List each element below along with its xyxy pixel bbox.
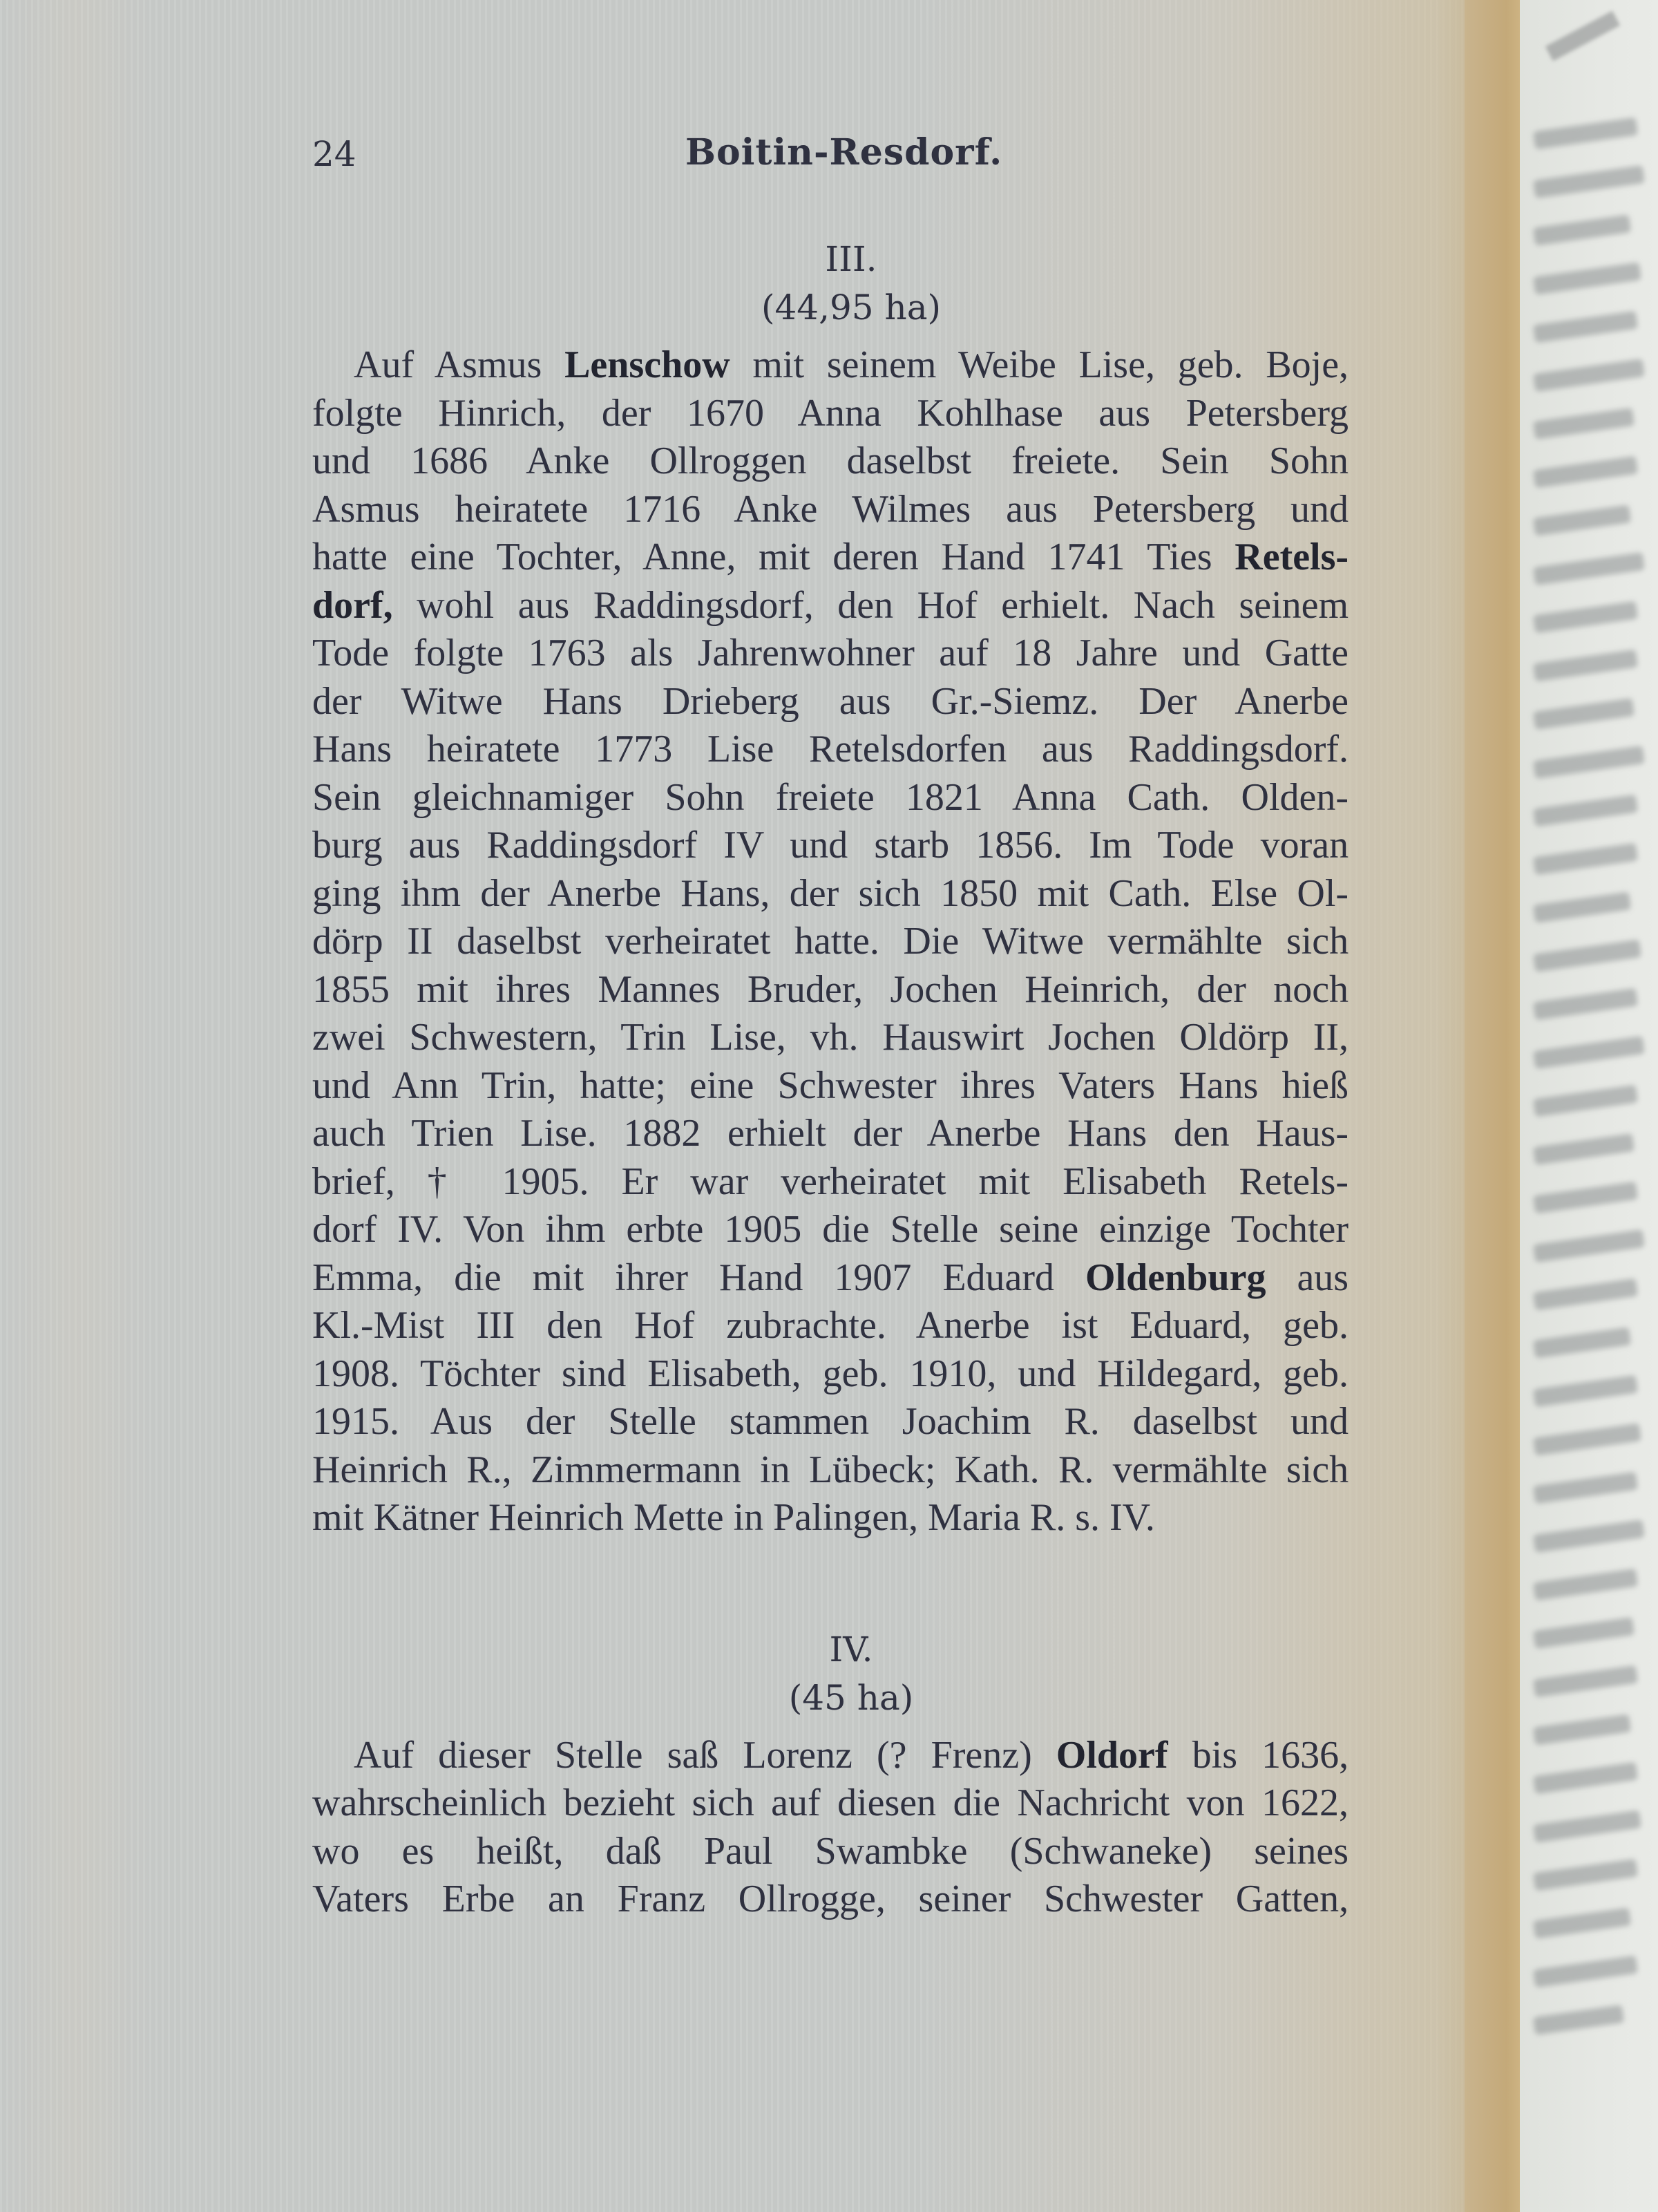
facing-page-text-blur xyxy=(1533,1714,1631,1745)
facing-page-text-blur xyxy=(1533,1617,1635,1649)
text-line: Asmus heiratete 1716 Anke Wilmes aus Petersberg und xyxy=(312,487,1349,531)
facing-page-text-blur xyxy=(1533,1907,1631,1938)
facing-page-text-blur xyxy=(1533,1762,1638,1795)
facing-page-text-blur xyxy=(1533,456,1638,489)
facing-page-text-blur xyxy=(1533,408,1635,439)
facing-page-text-blur xyxy=(1533,601,1638,634)
text-line: 1915. Aus der Stelle stammen Joachim R. daselbst und xyxy=(312,1400,1349,1443)
section-number: IV. xyxy=(829,1629,873,1670)
text-line: Vaters Erbe an Franz Ollrogge, seiner Schwester Gatten, xyxy=(312,1878,1349,1920)
facing-page-text-blur xyxy=(1533,1859,1638,1891)
text-line: dorf, wohl aus Raddingsdorf, den Hof erhielt. Nach seinem xyxy=(312,583,1349,627)
text-line: Kl.-Mist III den Hof zubrachte. Anerbe ist Eduard, geb. xyxy=(312,1304,1349,1347)
facing-page xyxy=(1520,0,1658,2212)
text-line: 1855 mit ihres Mannes Bruder, Jochen Heinrich, der noch xyxy=(312,967,1349,1011)
text-line: auch Trien Lise. 1882 erhielt der Anerbe Hans den Haus- xyxy=(312,1112,1349,1155)
text-line: hatte eine Tochter, Anne, mit deren Hand 1741 Ties Retels- xyxy=(312,536,1349,578)
facing-page-text-blur xyxy=(1533,1810,1641,1842)
facing-page-text-blur xyxy=(1533,1423,1641,1455)
section-number: III. xyxy=(825,239,877,279)
facing-page-text-blur xyxy=(1533,359,1645,392)
text-line: wahrscheinlich bezieht sich auf diesen die Nachricht von 1622, xyxy=(312,1781,1349,1824)
facing-page-text-blur xyxy=(1533,311,1638,343)
facing-page-text-blur xyxy=(1533,1182,1638,1214)
text-line: ging ihm der Anerbe Hans, der sich 1850 mit Cath. Else Ol- xyxy=(312,871,1349,915)
text-line: Hans heiratete 1773 Lise Retelsdorfen aus Raddingsdorf. xyxy=(312,728,1349,771)
text-line: Auf dieser Stelle saß Lorenz (? Frenz) Oldorf bis 1636, xyxy=(354,1733,1349,1777)
facing-page-text-blur xyxy=(1533,165,1645,198)
facing-page-text-blur xyxy=(1533,843,1638,876)
facing-page-text-blur xyxy=(1533,2005,1624,2035)
text-line: Emma, die mit ihrer Hand 1907 Eduard Oldenburg aus xyxy=(312,1256,1349,1299)
text-line: 1908. Töchter sind Elisabeth, geb. 1910, und Hildegard, geb. xyxy=(312,1352,1349,1395)
text-line: und 1686 Anke Ollroggen daselbst freiete. Sein Sohn xyxy=(312,439,1349,482)
facing-page-text-blur xyxy=(1533,1036,1645,1069)
section-area: (44,95 ha) xyxy=(761,287,942,328)
facing-page-text-blur xyxy=(1533,1375,1638,1408)
facing-page-text-blur xyxy=(1533,1520,1645,1553)
text-line: folgte Hinrich, der 1670 Anna Kohlhase aus Petersberg xyxy=(312,391,1349,435)
running-head xyxy=(312,124,1349,180)
facing-page-text-blur xyxy=(1533,1133,1635,1165)
facing-page-text-blur xyxy=(1533,214,1631,245)
text-line: mit Kätner Heinrich Mette in Palingen, Maria R. s. IV. xyxy=(312,1496,1155,1539)
section-paragraph xyxy=(312,341,1349,1542)
facing-page-text-blur xyxy=(1533,504,1631,536)
facing-page-text-blur xyxy=(1533,1472,1638,1504)
facing-page-text-blur xyxy=(1533,1665,1638,1698)
text-line: Heinrich R., Zimmermann in Lübeck; Kath. R. vermählte sich xyxy=(312,1448,1349,1491)
facing-page-text-blur xyxy=(1533,988,1638,1021)
page-text-block xyxy=(312,124,1349,1924)
facing-page-text-blur xyxy=(1533,650,1638,682)
facing-page-text-blur xyxy=(1533,1229,1645,1263)
text-line: burg aus Raddingsdorf IV und starb 1856. Im Tode voran xyxy=(312,824,1349,867)
section-paragraph xyxy=(312,1732,1349,1924)
page-number: 24 xyxy=(312,134,356,174)
text-line: dorf IV. Von ihm erbte 1905 die Stelle seine einzige Tochter xyxy=(312,1208,1349,1251)
facing-page-text-blur xyxy=(1533,117,1638,150)
facing-page-text-blur xyxy=(1533,1569,1638,1601)
text-line: der Witwe Hans Drieberg aus Gr.-Siemz. Der Anerbe xyxy=(312,679,1349,723)
facing-page-text-blur xyxy=(1533,939,1641,972)
facing-page-text-blur xyxy=(1533,795,1638,827)
facing-page-header-blur xyxy=(1545,11,1620,62)
facing-page-text-blur xyxy=(1533,1956,1638,1988)
facing-page-text-blur xyxy=(1533,262,1641,294)
text-line: Sein gleichnamiger Sohn freiete 1821 Anna Cath. Olden- xyxy=(312,775,1349,819)
facing-page-text-blur xyxy=(1533,1327,1631,1358)
text-line: wo es heißt, daß Paul Swambke (Schwaneke) seines xyxy=(312,1829,1349,1873)
text-line: und Ann Trin, hatte; eine Schwester ihres Vaters Hans hieß xyxy=(312,1064,1349,1107)
text-line: brief, † 1905. Er war verheiratet mit Elisabeth Retels- xyxy=(312,1160,1349,1203)
facing-page-text-blur xyxy=(1533,552,1645,585)
facing-page-text-blur xyxy=(1533,698,1635,730)
running-title: Boitin-Resdorf. xyxy=(685,131,1003,173)
text-line: zwei Schwestern, Trin Lise, vh. Hauswirt Jochen Oldörp II, xyxy=(312,1016,1349,1059)
facing-page-text-blur xyxy=(1533,891,1631,923)
facing-page-text-blur xyxy=(1533,746,1645,779)
text-line: Auf Asmus Lenschow mit seinem Weibe Lise, geb. Boje, xyxy=(354,343,1349,386)
facing-page-text-blur xyxy=(1533,1278,1638,1311)
text-line: dörp II daselbst verheiratet hatte. Die Witwe vermählte sich xyxy=(312,920,1349,963)
section-area: (45 ha) xyxy=(788,1677,914,1718)
facing-page-text-blur xyxy=(1533,1085,1638,1117)
text-line: Tode folgte 1763 als Jahrenwohner auf 18 Jahre und Gatte xyxy=(312,632,1349,674)
